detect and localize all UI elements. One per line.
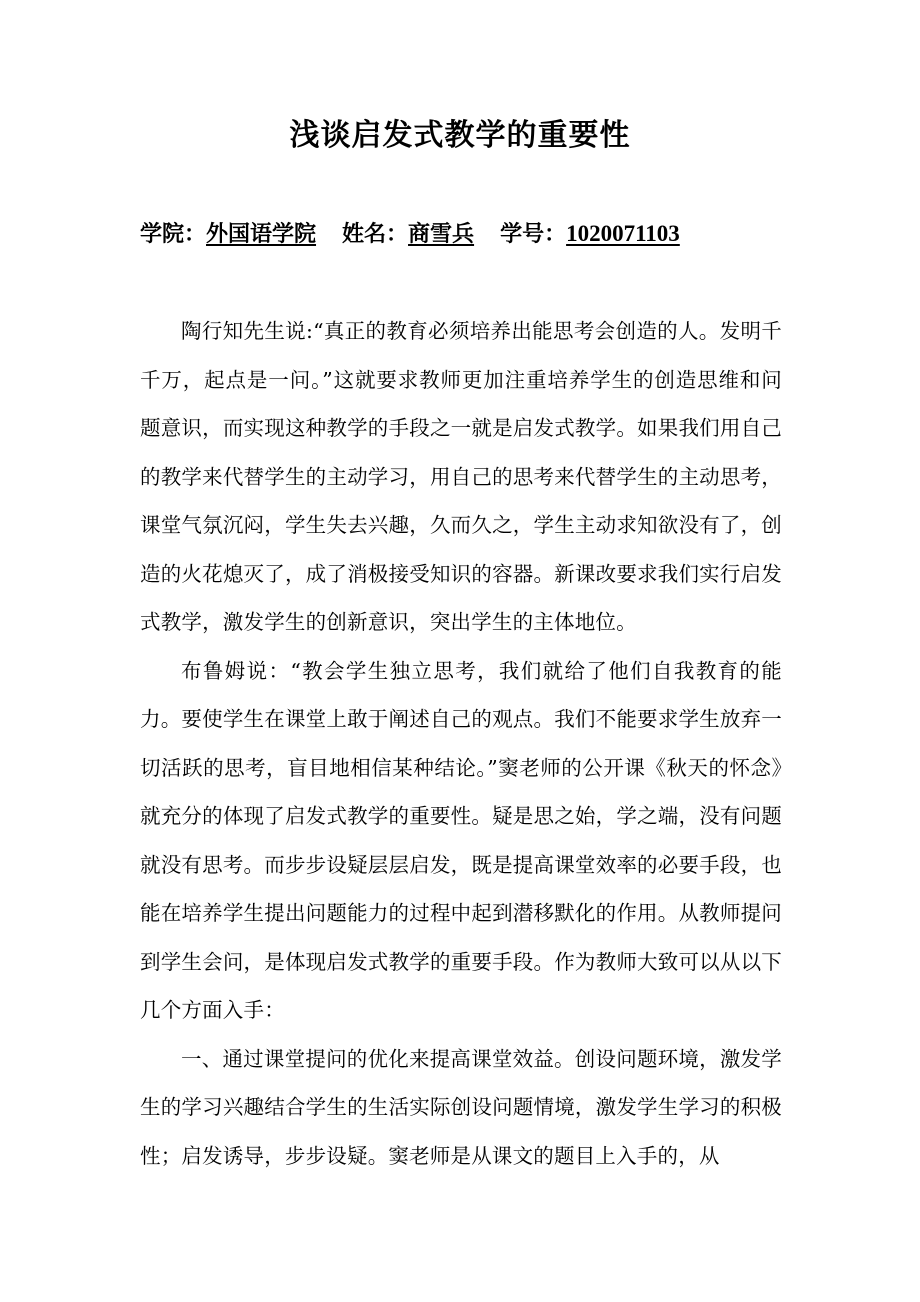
paragraph: 陶行知先生说:“真正的教育必须培养出能思考会创造的人。发明千千万，起点是一问。”这就要求教师更加注重培养学生的创造思维和问题意识，而实现这种教学的手段之一就是启发式教学。如果我们用自己的教学来代替学生的主动学习，用自己的思考来代替学生的主动思考，课堂气氛沉闷，学生失去兴趣，久而久之，学生主动求知欲没有了，创造的火花熄灭了，成了消极接受知识的容器。新课改要求我们实行启发式教学，激发学生的创新意识，突出学生的主体地位。: [140, 319, 782, 634]
student-id-label: 学号：: [500, 221, 567, 247]
student-id-value: 1020071103: [566, 221, 680, 246]
document-title: 浅谈启发式教学的重要性: [289, 118, 631, 153]
author-info-line: [140, 214, 680, 254]
college-label: 学院：: [140, 221, 207, 247]
name-value: 商雪兵: [408, 221, 475, 247]
document-body: [140, 307, 782, 1180]
college-value: 外国语学院: [206, 221, 317, 247]
name-label: 姓名：: [342, 221, 409, 247]
paragraph: 一、通过课堂提问的优化来提高课堂效益。创设问题环境，激发学生的学习兴趣结合学生的生活实际创设问题情境，激发学生学习的积极性；启发诱导，步步设疑。窦老师是从课文的题目上入手的，从: [140, 1046, 782, 1168]
paragraph: 布鲁姆说：“教会学生独立思考，我们就给了他们自我教育的能力。要使学生在课堂上敢于阐述自己的观点。我们不能要求学生放弃一切活跃的思考，盲目地相信某种结论。”窦老师的公开课《秋天的怀念》就充分的体现了启发式教学的重要性。疑是思之始，学之端，没有问题就没有思考。而步步设疑层层启发，既是提高课堂效率的必要手段，也能在培养学生提出问题能力的过程中起到潜移默化的作用。从教师提问到学生会问，是体现启发式教学的重要手段。作为教师大致可以从以下几个方面入手：: [140, 658, 782, 1022]
